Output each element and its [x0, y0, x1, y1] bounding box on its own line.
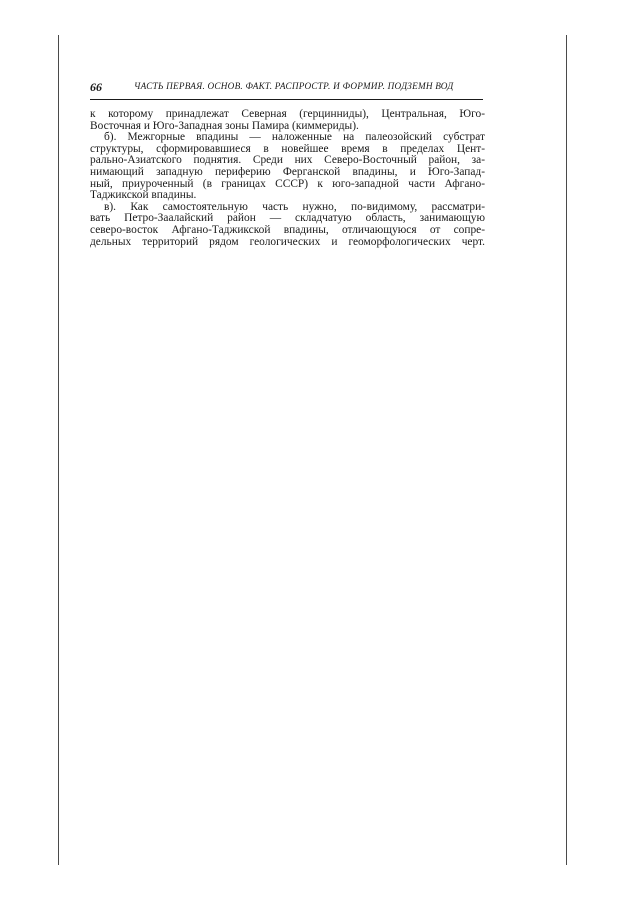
text-line: Таджикской впадины. [90, 189, 197, 202]
text-line: структуры, сформировавшиеся в новейшее время в пределах Цент- [90, 142, 485, 155]
text-line: вать Петро-Заалайский район — складчатую область, занимающую [90, 212, 485, 225]
text-line: ный, приуроченный (в границах СССР) к юго-западной части Афгано- [90, 177, 485, 190]
text-line: б). Межгорные впадины — наложенные на палеозойский субстрат [104, 131, 485, 144]
text-line: к которому принадлежат Северная (герцинниды), Центральная, Юго- [90, 108, 485, 120]
running-head-title: ЧАСТЬ ПЕРВАЯ. ОСНОВ. ФАКТ. РАСПРОСТР. И ФОРМИР. ПОДЗЕМН ВОД [134, 81, 454, 91]
page-number: 66 [90, 80, 102, 94]
paragraph-b [90, 132, 485, 202]
text-line: Восточная и Юго-Западная зоны Памира (киммериды). [90, 119, 359, 132]
text-line: дельных территорий рядом геологических и геоморфологических черт. [90, 235, 485, 248]
text-line: рально-Азиатского поднятия. Среди них Северо-Восточный район, за- [90, 154, 485, 167]
header-rule [90, 99, 483, 100]
text-line: нимающий западную периферию Ферганской впадины, и Юго-Запад- [90, 165, 485, 178]
body-text [90, 109, 485, 248]
page-edge-left [58, 35, 59, 865]
paragraph-continuation [90, 109, 485, 132]
running-head [90, 80, 480, 96]
paragraph-v [90, 202, 485, 248]
text-line: в). Как самостоятельную часть нужно, по-видимому, рассматри- [104, 200, 485, 213]
page-edge-right [566, 35, 567, 865]
text-line: северо-восток Афгано-Таджикской впадины, отличающуюся от сопре- [90, 223, 485, 236]
